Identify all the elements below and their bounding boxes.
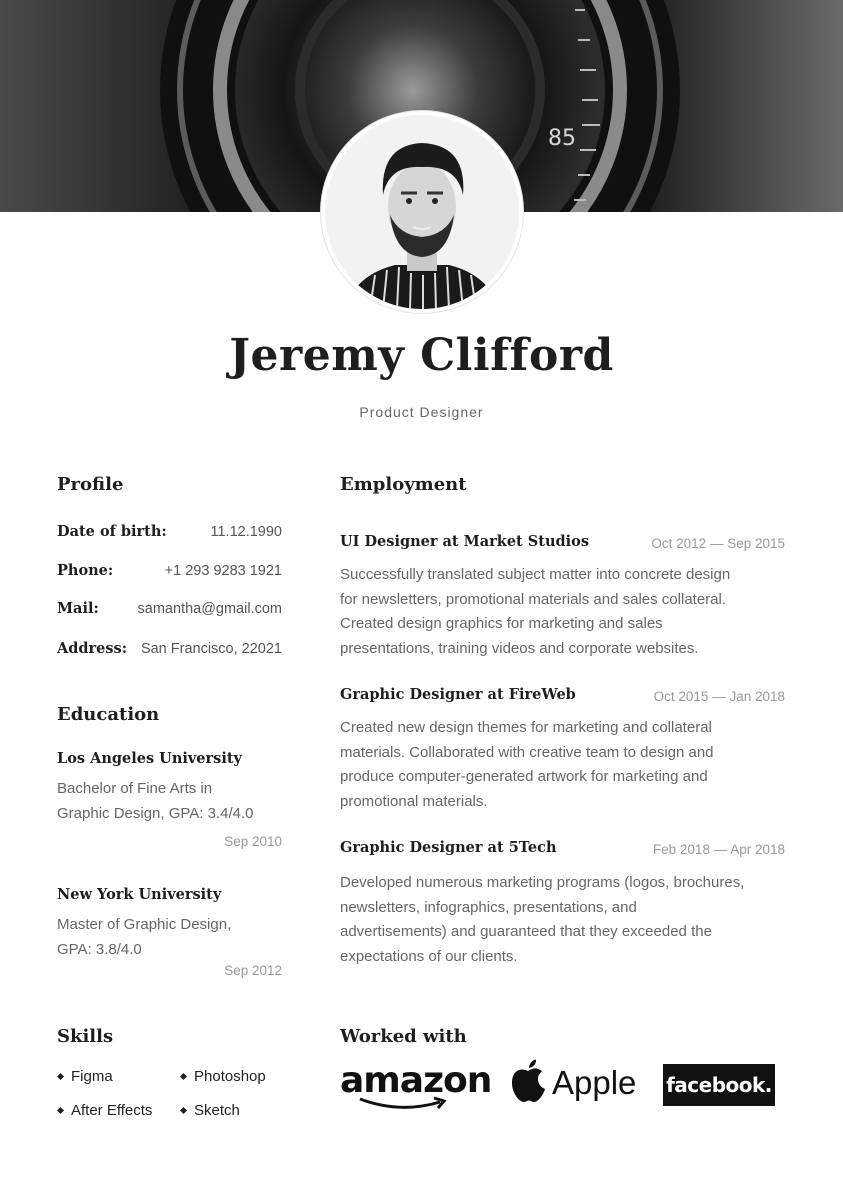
candidate-name: Jeremy Clifford: [229, 330, 614, 381]
description-line: Successfully translated subject matter into concrete design: [340, 566, 731, 583]
education-school: Los Angeles University: [57, 750, 242, 767]
employment-dates: Oct 2012 — Sep 2015: [651, 536, 785, 551]
skill-label: Photoshop: [194, 1068, 266, 1085]
education-heading: Education: [57, 704, 160, 725]
bullet-icon: [180, 1073, 187, 1080]
skills-heading: Skills: [57, 1026, 114, 1047]
description-line: for newsletters, promotional materials and sales collateral.: [340, 590, 727, 608]
education-degree-line: Bachelor of Fine Arts in: [57, 780, 213, 797]
skill-item: [57, 1068, 113, 1085]
profile-label-phone: Phone:: [57, 562, 114, 579]
skill-label: Sketch: [194, 1102, 240, 1119]
education-date: Sep 2010: [224, 834, 282, 849]
profile-label-address: Address:: [57, 640, 128, 657]
employment-role: UI Designer at Market Studios: [340, 533, 589, 550]
description-line: produce computer-generated artwork for marketing and: [340, 768, 708, 785]
bullet-icon: [57, 1107, 64, 1114]
profile-value-address: San Francisco, 22021: [140, 641, 282, 657]
education-degree-line: Graphic Design, GPA: 3.4/4.0: [57, 804, 254, 822]
description-line: Created new design themes for marketing and collateral: [340, 719, 712, 736]
employment-heading: Employment: [340, 474, 467, 495]
worked-with-heading: Worked with: [340, 1026, 467, 1047]
employment-dates: Feb 2018 — Apr 2018: [652, 842, 785, 857]
apple-icon: [510, 1059, 546, 1103]
apple-wordmark: Apple: [552, 1064, 637, 1101]
description-line: expectations of our clients.: [340, 947, 518, 965]
description-line: Developed numerous marketing programs (logos, brochures,: [340, 874, 745, 891]
profile-label-mail: Mail:: [57, 600, 99, 617]
description-line: Created design graphics for marketing and sales: [340, 615, 663, 632]
profile-heading: Profile: [57, 474, 124, 495]
profile-value-dob: 11.12.1990: [210, 524, 282, 540]
avatar: [321, 111, 523, 313]
employment-dates: Oct 2015 — Jan 2018: [653, 689, 785, 704]
job-title: Product Designer: [359, 404, 484, 420]
education-degree-line: GPA: 3.8/4.0: [57, 940, 142, 958]
description-line: newsletters, infographics, presentations, and: [340, 898, 637, 916]
lens-marking: 85: [548, 126, 576, 151]
education-date: Sep 2012: [224, 963, 282, 978]
employment-description: [340, 563, 800, 661]
education-school: New York University: [57, 886, 222, 903]
profile-label-dob: Date of birth:: [57, 523, 167, 540]
description-line: presentations, training videos and corporate websites.: [340, 639, 699, 657]
employment-description: [340, 716, 800, 814]
description-line: advertisements) and guaranteed that they exceeded the: [340, 923, 712, 940]
amazon-wordmark: amazon: [340, 1060, 492, 1101]
skill-item: [180, 1068, 266, 1085]
employment-role: Graphic Designer at FireWeb: [340, 686, 576, 703]
skill-label: Figma: [71, 1068, 113, 1085]
employment-description: [340, 871, 810, 969]
amazon-logo: [340, 1060, 490, 1112]
description-line: promotional materials.: [340, 792, 488, 810]
profile-value-mail: samantha@gmail.com: [137, 601, 282, 617]
education-degree: [57, 913, 287, 962]
bullet-icon: [57, 1073, 64, 1080]
facebook-logo: facebook.: [663, 1064, 775, 1106]
portrait-photo: [325, 115, 519, 309]
amazon-smile-icon: [340, 1096, 490, 1112]
skill-label: After Effects: [71, 1102, 153, 1119]
education-degree-line: Master of Graphic Design,: [57, 916, 232, 933]
education-degree: [57, 777, 287, 826]
profile-value-phone: +1 293 9283 1921: [164, 563, 282, 579]
employment-role: Graphic Designer at 5Tech: [340, 839, 557, 856]
bullet-icon: [180, 1107, 187, 1114]
skill-item: [180, 1102, 240, 1119]
skill-item: [57, 1102, 152, 1119]
description-line: materials. Collaborated with creative team to design and: [340, 743, 714, 761]
